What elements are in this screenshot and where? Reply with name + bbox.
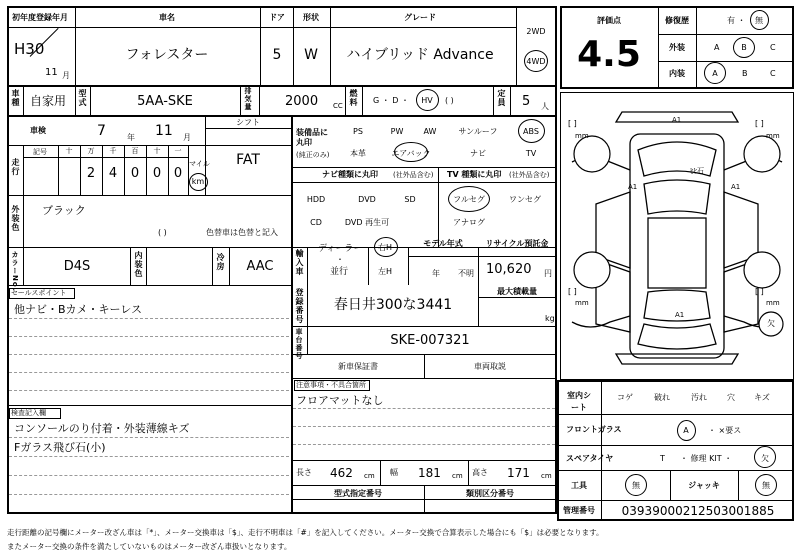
sales-point-label: セールスポイント [11,289,67,297]
ac-label: 冷房 [216,253,225,271]
category-label: 類別区分番号 [466,489,514,498]
import-dealer: ディーラー [318,244,363,254]
management-label: 管理番号 [563,506,595,515]
seat-item: 破れ [654,393,670,402]
height-value: 171 [507,466,530,480]
sales-point-text: 他ナビ・Bカメ・キーレス [14,303,142,316]
interior-seat-label: 室内シート [567,391,591,412]
spare-tire-t: T [660,454,665,463]
mileage-sign-label: 記号 [33,148,47,156]
color-no-value: D4S [63,259,91,274]
chassis-label: 車台番号 [295,328,303,360]
diag-bracket-tr: [ ] [755,119,764,128]
interior-c: C [770,69,776,78]
shape-label: 形状 [303,13,319,22]
diag-mm-tr: mm [766,132,780,140]
interior-selected: A [712,69,718,78]
equipment-item: PS [353,127,363,136]
recycle-value: 10,620 [486,262,532,277]
abs-circle [518,119,545,143]
mileage-digit-label: 一 [174,147,182,155]
evaluation-score: 4.5 [577,34,641,75]
capacity-unit: 人 [541,102,549,111]
diag-bracket-tl: [ ] [568,119,577,128]
height-label: 高さ [472,468,488,477]
shaken-year-unit: 年 [127,133,135,142]
manual-label: 車両取説 [474,362,506,371]
seat-item: キズ [754,393,770,402]
inspection-label: 検査記入欄 [11,409,46,417]
grade-value: ハイブリッド Advance [346,47,494,63]
km-unit: km [191,177,205,186]
diag-bracket-br: [ ] [755,287,764,296]
roof-outline [648,218,706,288]
shaken-month: 11 [155,123,173,139]
diag-mm-br: mm [766,299,780,307]
exterior-c: C [770,43,776,52]
equipment-item: ナビ [470,149,486,158]
import-dot: ・ [336,255,344,264]
door-label: ドア [269,13,285,22]
tv-item: ワンセグ [509,195,541,204]
chassis-value: SKE-007321 [390,333,470,348]
nav-item: DVD [358,195,376,204]
front-glass-selected: A [683,426,689,435]
mileage-digit-label: 十 [153,147,161,155]
equipment-item: 本革 [350,149,366,158]
exterior-a: A [714,43,720,52]
door-value: 5 [272,47,282,63]
car-diagram [560,92,794,380]
length-unit: cm [364,472,375,480]
equipment-item: サンルーフ [458,127,498,136]
diag-mm-tl: mm [575,132,589,140]
width-label: 幅 [390,468,398,477]
front-glass-rest: ・ ×要ス [708,426,742,435]
equipment-item: TV [525,149,537,158]
capacity-label: 定員 [497,89,506,107]
diag-mark-hu: ﾋﾋ石 [690,167,704,175]
equipment-item: エアバック [391,149,431,158]
tools-selected: 無 [632,481,640,490]
displacement-value: 2000 [285,94,319,109]
color-paren: ( ) [158,228,167,237]
front-glass-label: フロントガラス [566,425,622,434]
usage-value: 自家用 [30,94,67,108]
diag-mm-bl: mm [575,299,589,307]
import-parallel: 並行 [330,267,349,277]
mile-label: マイル [189,160,210,168]
nav-item: SD [404,195,416,204]
seat-item: 汚れ [691,393,707,402]
mileage-label: 走行 [11,158,20,176]
ac-value: AAC [246,259,274,274]
color-note: 色替車は色替と記入 [206,228,278,237]
shape-value: W [304,47,318,63]
fuel-label: 燃料 [349,89,358,107]
tv-sub: (社外品含む) [509,171,550,179]
shaken-year: 7 [97,123,106,139]
footer-line1: 走行距離の記号欄にメーター改ざん車は「*」、メーター交換車は「$」、走行不明車は「#」を記入してください。メーター交換で合算表示した場合にも「$」は必要となります。 [7,528,604,537]
left-rear-fender [572,316,630,327]
inspection-line1: コンソールのり付着・外装薄線キズ [14,422,190,435]
diag-mark-a1-bottom: A1 [675,311,685,319]
tv-label: TV 種類に丸印 [447,170,502,179]
equipment-item: ABS [523,127,539,136]
evaluation-label: 評価点 [597,16,621,25]
equipment-label: 装備品に丸印 [296,128,328,147]
length-value: 462 [330,466,353,480]
shaken-month-unit: 月 [183,133,191,142]
diag-mark-a1-left: A1 [628,183,638,191]
spare-tire-label: スペアタイヤ [566,454,614,463]
fullseg-circle [448,186,490,212]
repair-label: 修復歴 [665,16,689,25]
right-h: 右H [378,243,393,252]
registration-label: 登録番号 [295,288,304,324]
width-unit: cm [452,472,463,480]
first-reg-month: 11 [45,67,58,78]
nav-label: ナビ種類に丸印 [322,170,378,179]
mileage-digit-label: 千 [109,147,117,155]
seat-item: 穴 [727,393,735,402]
model-year-unit: 年 [432,269,440,278]
tv-item: アナログ [453,218,485,227]
hood-outline [638,142,716,176]
model-year-unknown: 不明 [458,269,474,278]
mileage-digit: 4 [108,166,118,181]
diag-bracket-bl: [ ] [568,287,577,296]
length-label: 長さ [296,468,312,477]
tv-item: フルセグ [453,195,485,204]
equipment-item: AW [423,127,437,136]
tools-label: 工具 [571,481,587,490]
interior-color-label: 内装色 [134,251,143,278]
model-value: 5AA-SKE [137,94,193,109]
height-unit: cm [541,472,552,480]
registration-value: 春日井300な3441 [333,297,453,313]
usage-label: 車種 [11,89,20,107]
grade-label: グレード [404,13,436,22]
rear-right-tire-mid [744,252,780,288]
mileage-digit: 0 [130,166,140,181]
spare-tire-kit: ・ 修理 KIT ・ [680,454,733,463]
shaken-label: 車検 [30,126,46,135]
cc-unit: CC [333,102,343,110]
shift-value: FAT [236,152,260,168]
front-right-tire [744,136,780,172]
repair-selected: 無 [755,16,763,25]
mileage-digit: 2 [86,166,96,181]
diag-missing-mark: 欠 [767,319,775,328]
drive-4wd: 4WD [526,57,546,66]
fuel-options: G ・ D ・ [373,96,409,105]
fuel-selected: HV [421,96,433,105]
footer-line2: またメーター交換の条件を満たしていないものはメーター改ざん車扱いとなります。 [7,542,292,551]
width-value: 181 [418,466,441,480]
kg-unit: kg [545,314,555,323]
diag-mark-a1-right: A1 [731,183,741,191]
color-value: ブラック [42,204,86,217]
recycle-yen: 円 [544,269,552,278]
drive-2wd: 2WD [526,27,546,36]
displacement-label: 排気量 [244,87,252,111]
diag-mark-a1-top: A1 [672,116,682,124]
seat-item: コゲ [617,393,633,402]
equipment-sub: (純正のみ) [296,151,330,159]
jack-label: ジャッキ [688,481,720,490]
model-year-label: モデル年式 [423,239,463,248]
nav-sub: (社外品含む) [393,171,434,179]
mileage-digit-label: 十 [65,147,73,155]
nav-item: CD [310,218,322,227]
rear-left-tire-mid [574,252,610,288]
nav-item: HDD [306,195,326,204]
notes-label: 注意事項・不具合箇所 [296,381,366,389]
model-label: 型式 [78,89,87,107]
trunk-outline [638,324,716,349]
notes-text: フロアマットなし [296,394,384,407]
interior-label: 内装 [669,69,685,78]
repair-options: 有 ・ [727,16,746,25]
car-name: フォレスター [125,47,209,63]
car-name-label: 車名 [159,13,175,22]
mileage-digit-label: 百 [131,147,139,155]
import-label: 輸入車 [295,249,304,276]
equipment-item: PW [390,127,404,136]
color-label: 外装色 [11,205,20,232]
month-unit: 月 [62,71,70,80]
interior-b: B [742,69,748,78]
nav-item: DVD 再生可 [344,218,390,227]
airbag-circle [394,142,428,162]
mileage-digit: 0 [152,166,162,181]
warranty-label: 新車保証書 [338,362,378,371]
mileage-digit-label: 万 [87,147,95,155]
left-h: 左H [378,267,393,276]
fuel-paren: ( ) [445,96,454,105]
first-reg-label: 初年度登録年月 [12,13,68,22]
jack-selected: 無 [762,481,770,490]
exterior-selected: B [741,43,747,52]
model-no-label: 型式指定番号 [334,489,382,498]
color-no-label: カラーNo. [11,251,19,292]
spare-tire-selected: 欠 [761,454,769,463]
recycle-label: リサイクル預託金 [485,239,549,248]
shift-label: シフト [236,118,260,127]
windshield-outline [644,180,710,214]
mileage-digit: 0 [173,166,183,181]
exterior-label: 外装 [669,43,685,52]
capacity-value: 5 [522,94,531,109]
first-reg-year: H30 [14,40,45,58]
inspection-line2: Fガラス飛び石(小) [14,441,106,454]
management-value: 03939000212503001885 [621,504,775,518]
front-left-tire [574,136,610,172]
max-load-label: 最大積載量 [497,287,537,296]
